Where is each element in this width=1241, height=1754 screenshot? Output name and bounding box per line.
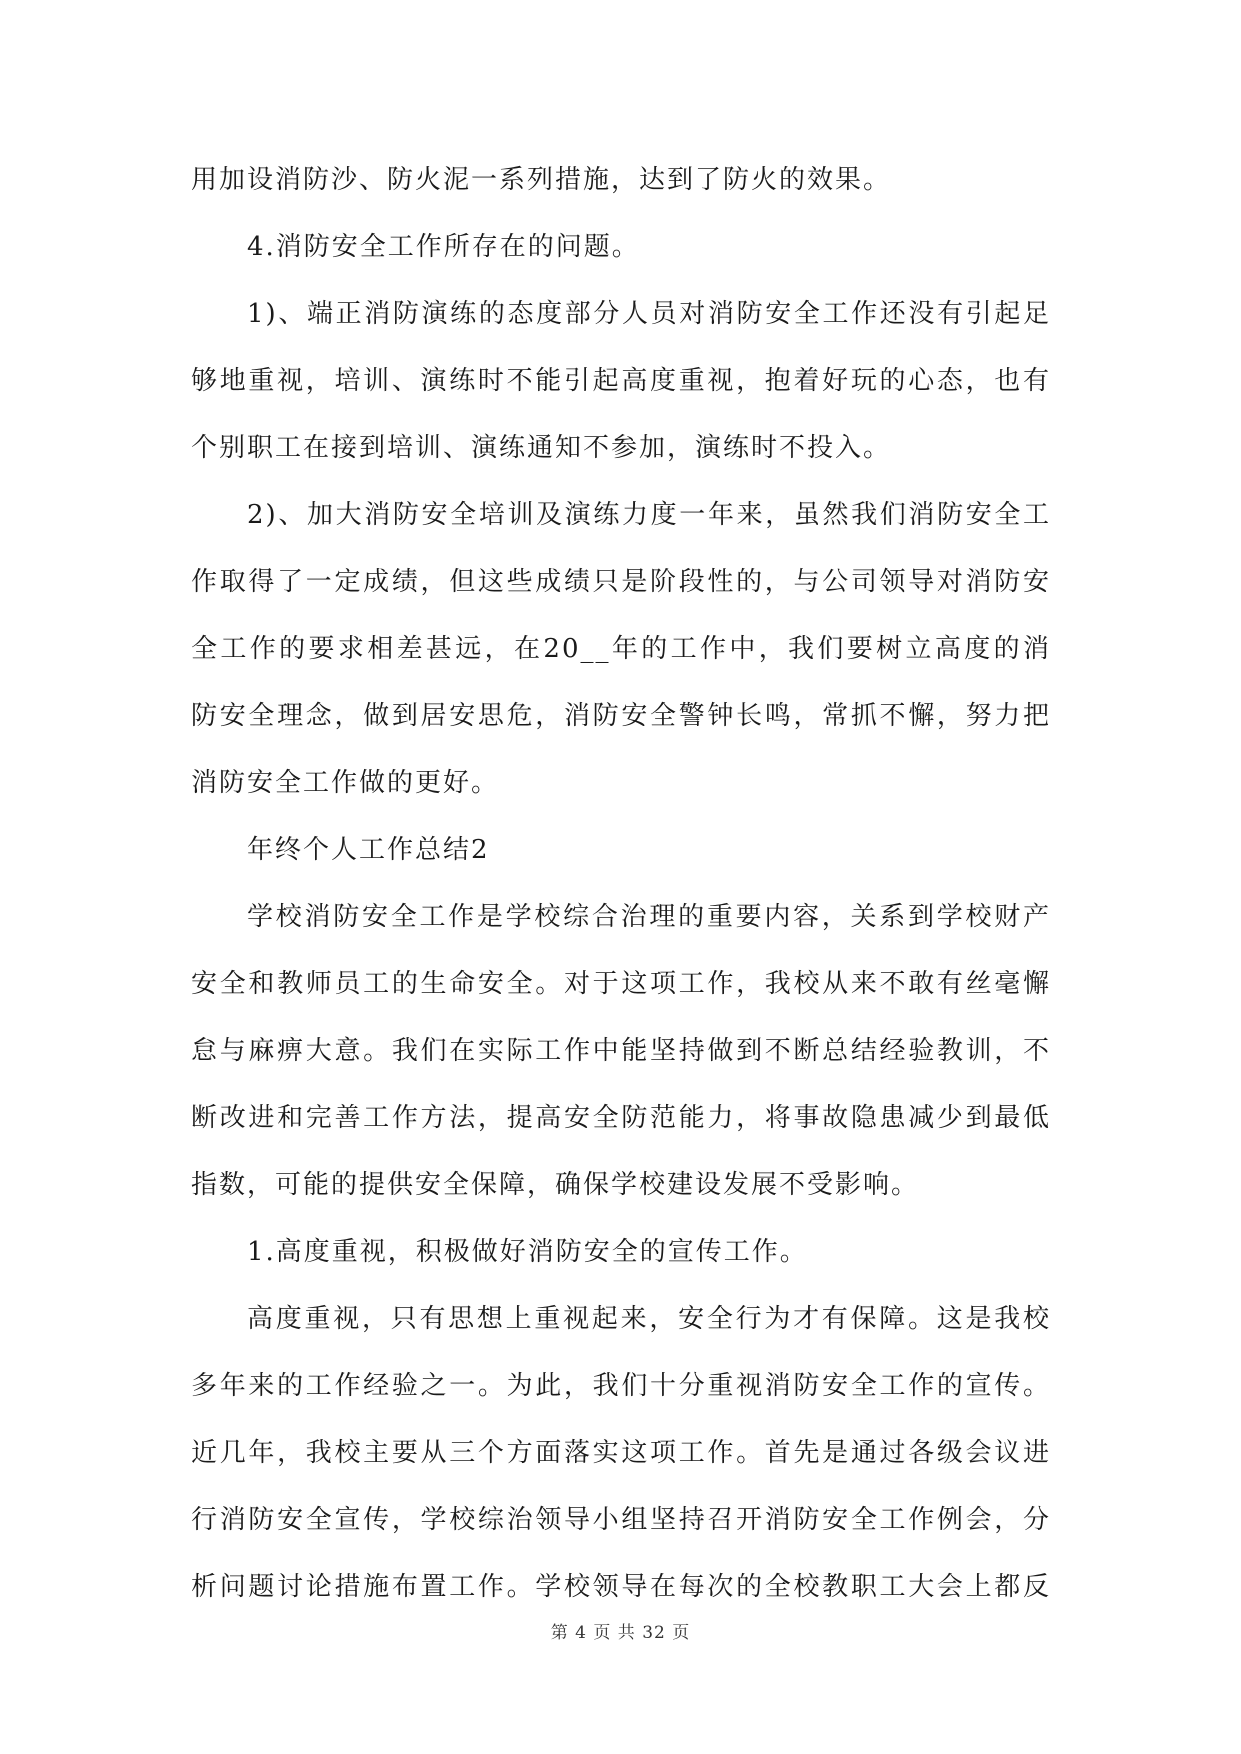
text-line: 年终个人工作总结2 [247,835,490,865]
text-line: 安全和教师员工的生命安全。对于这项工作，我校从来不敢有丝毫懈 [191,969,1051,999]
text-line: 全工作的要求相差甚远，在20__年的工作中，我们要树立高度的消 [191,634,1051,664]
text-line: 高度重视，只有思想上重视起来，安全行为才有保障。这是我校 [247,1304,1051,1334]
text-line: 防安全理念，做到居安思危，消防安全警钟长鸣，常抓不懈，努力把 [191,701,1051,731]
text-line: 近几年，我校主要从三个方面落实这项工作。首先是通过各级会议进 [191,1438,1051,1468]
text-line: 作取得了一定成绩，但这些成绩只是阶段性的，与公司领导对消防安 [191,567,1051,597]
page-footer: 第 4 页 共 32 页 [550,1623,691,1643]
text-line: 1.高度重视，积极做好消防安全的宣传工作。 [247,1237,808,1267]
text-line: 析问题讨论措施布置工作。学校领导在每次的全校教职工大会上都反 [191,1572,1051,1602]
text-line: 个别职工在接到培训、演练通知不参加，演练时不投入。 [191,433,892,463]
text-line: 用加设消防沙、防火泥一系列措施，达到了防火的效果。 [191,165,892,195]
document-body [191,155,1051,1629]
text-line: 1)、端正消防演练的态度部分人员对消防安全工作还没有引起足 [247,299,1051,329]
text-line: 学校消防安全工作是学校综合治理的重要内容，关系到学校财产 [247,902,1051,932]
text-line: 指数，可能的提供安全保障，确保学校建设发展不受影响。 [191,1170,920,1200]
text-line: 多年来的工作经验之一。为此，我们十分重视消防安全工作的宣传。 [191,1371,1051,1401]
text-line: 4.消防安全工作所存在的问题。 [247,232,640,262]
text-line: 消防安全工作做的更好。 [191,768,500,798]
text-line: 2)、加大消防安全培训及演练力度一年来，虽然我们消防安全工 [247,500,1051,530]
text-line: 够地重视，培训、演练时不能引起高度重视，抱着好玩的心态，也有 [191,366,1051,396]
text-line: 行消防安全宣传，学校综治领导小组坚持召开消防安全工作例会，分 [191,1505,1051,1535]
text-line: 断改进和完善工作方法，提高安全防范能力，将事故隐患减少到最低 [191,1103,1051,1133]
text-line: 怠与麻痹大意。我们在实际工作中能坚持做到不断总结经验教训，不 [191,1036,1051,1066]
